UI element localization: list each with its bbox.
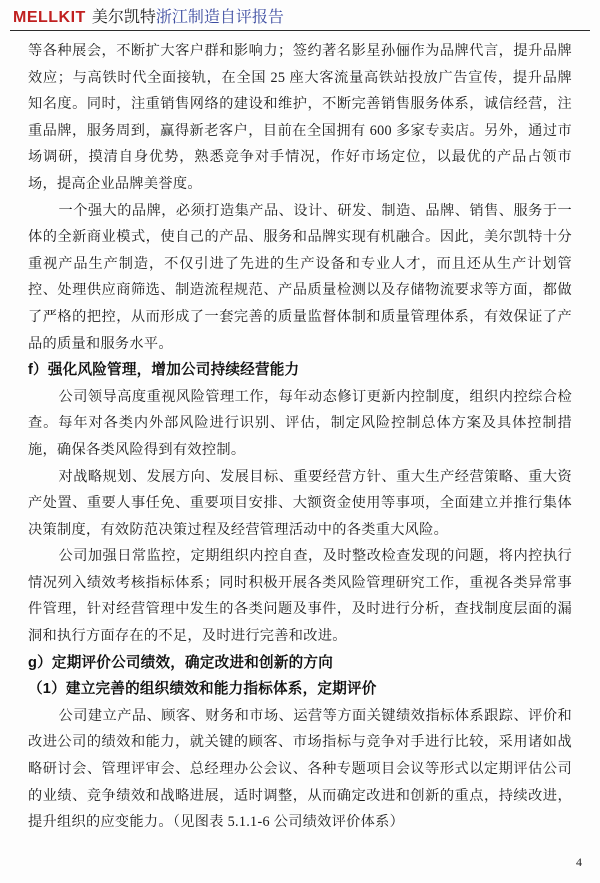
subsection-heading-1-kpi-system: （1）建立完善的组织绩效和能力指标体系，定期评价	[28, 681, 377, 698]
page-header	[10, 0, 590, 31]
document-body	[0, 31, 600, 836]
body-paragraph-manufacturing-quality: 一个强大的品牌，必须打造集产品、设计、研发、制造、品牌、销售、服务于一体的全新商业模式，使自己的产品、服务和品牌实现有机融合。因此，美尔凯特十分重视产品生产制造，不仅引进了先进的生产设备和专业人才，而且还从生产计划管控、处理供应商筛选、制造流程规范、产品质量检测以及存储物流要求等方面，都做了严格的把控，从而形成了一套完善的质量监督体制和质量管理体系，有效保证了产品的质量和服务水平。	[28, 202, 572, 352]
body-paragraph-collective-decision: 对战略规划、发展方向、发展目标、重要经营方针、重大生产经营策略、重大资产处置、重要人事任免、重要项目安排、大额资金使用等事项，全面建立并推行集体决策制度，有效防范决策过程及经营管理活动中的各类重大风险。	[28, 468, 572, 538]
header-doc-title: 浙江制造自评报告	[155, 9, 284, 26]
brand-logo-text: MELLKIT	[13, 9, 86, 26]
section-heading-g-performance-evaluation: g）定期评价公司绩效，确定改进和创新的方向	[28, 654, 333, 671]
header-company-name: 美尔凯特	[91, 9, 156, 26]
page-number: 4	[576, 855, 582, 869]
body-paragraph-internal-control: 公司领导高度重视风险管理工作，每年动态修订更新内控制度，组织内控综合检查。每年对各类内外部风险进行识别、评估，制定风险控制总体方案及具体控制措施，确保各类风险得到有效控制。	[28, 388, 572, 458]
body-paragraph-kpi-tracking: 公司建立产品、顾客、财务和市场、运营等方面关键绩效指标体系跟踪、评价和改进公司的绩效和能力，就关键的顾客、市场指标与竞争对手进行比较，采用诸如战略研讨会、管理评审会、总经理办公会议、各种专题项目会议等形式以定期评估公司的业绩、竞争绩效和战略进展，适时调整，从而确定改进和创新的重点，持续改进，提升组织的应变能力。（见图表 5.1.1-6 公司绩效评价体系）	[28, 707, 572, 831]
body-paragraph-daily-monitoring: 公司加强日常监控，定期组织内控自查，及时整改检查发现的问题，将内控执行情况列入绩效考核指标体系；同时积极开展各类风险管理研究工作，重视各类异常事件管理，针对经营管理中发生的各类问题及事件，及时进行分析，查找制度层面的漏洞和执行方面存在的不足，及时进行完善和改进。	[28, 548, 572, 645]
body-paragraph-brand-building: 等各种展会，不断扩大客户群和影响力；签约著名影星孙俪作为品牌代言，提升品牌效应；与高铁时代全面接轨，在全国 25 座大客流量高铁站投放广告宣传，提升品牌知名度。同时，注重销售网络的建设和维护，不断完善销售服务体系，诚信经营，注重品牌，服务周到，赢得新老客户，目前在全国拥有 600 多家专卖店。另外，通过市场调研，摸清自身优势，熟悉竞争对手情况，作好市场定位，以最优的产品占领市场，提高企业品牌美誉度。	[28, 43, 572, 192]
section-heading-f-risk-management: f）强化风险管理，增加公司持续经营能力	[28, 362, 300, 379]
